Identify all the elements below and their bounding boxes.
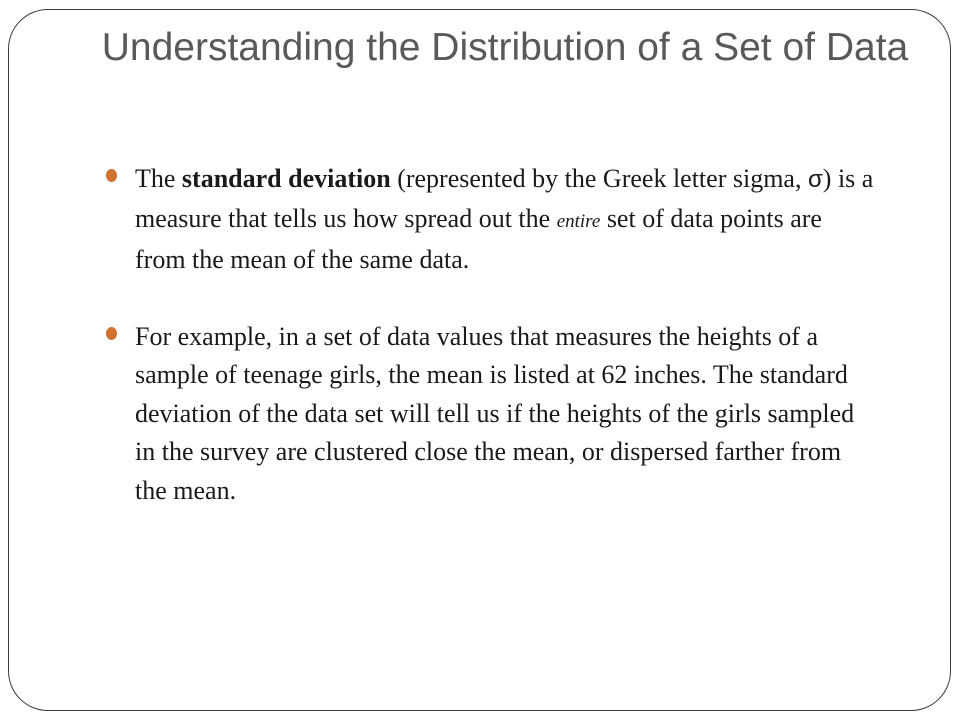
slide-title: Understanding the Distribution of a Set of Data: [101, 26, 909, 69]
sigma-symbol: σ: [807, 166, 823, 193]
bullet-text: The: [135, 164, 182, 193]
bullet-text: For example, in a set of data values that measures the heights of a sample of teenage girls, the mean is listed at 62 inches. The standard deviation of the data set will tell us if the heights of the girls sampled in the survey are clustered close the mean, or dispersed farther from the mean.: [135, 321, 855, 505]
term-standard-deviation: standard deviation: [181, 164, 391, 193]
bullet-text: set of data points are from the mean of the same data.: [135, 203, 822, 274]
bullet-text: ) is a measure that tells us how spread out the: [135, 164, 874, 233]
bullet-list: [104, 160, 874, 510]
bullet-dot-icon: [106, 327, 117, 340]
bullet-dot-icon: [106, 169, 117, 182]
emphasis-entire: entire: [556, 210, 601, 232]
bullet-text: (represented by the Greek letter sigma,: [390, 164, 808, 193]
bullet-standard-deviation: [104, 160, 874, 280]
bullet-example: [104, 318, 874, 511]
